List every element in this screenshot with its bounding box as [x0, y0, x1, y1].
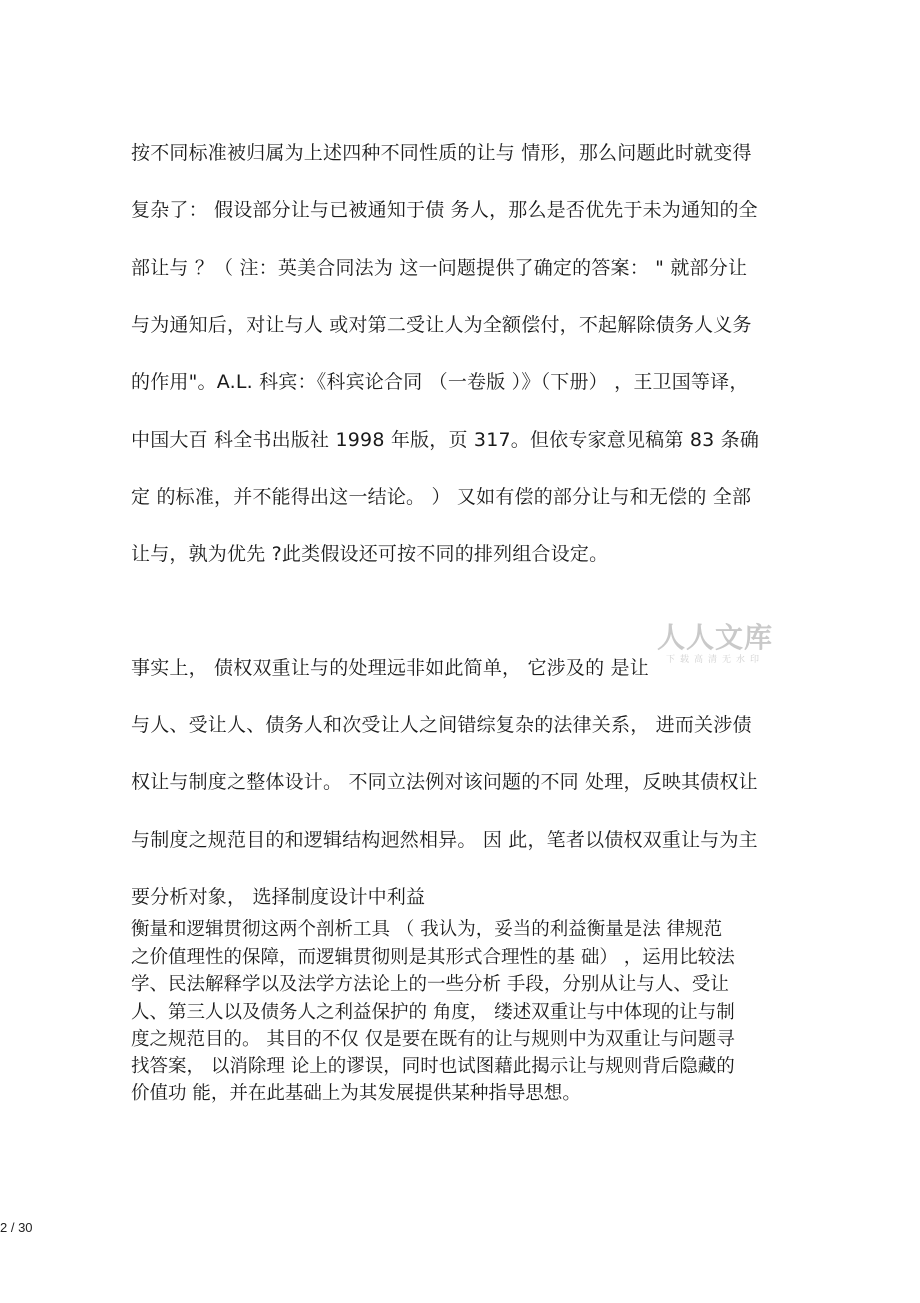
- watermark-logo: [650, 622, 780, 666]
- text-line: 部让与 ？（ 注：英美合同法为 这一问题提供了确定的答案： " 就部分让: [131, 257, 748, 279]
- text-line: 学、民法解释学以及法学方法论上的一些分析 手段，分别从让与人、受让: [131, 974, 729, 995]
- text-line: 与为通知后，对让与人 或对第二受让人为全额偿付，不起解除债务人义务: [131, 314, 752, 336]
- text-line: 事实上， 债权双重让与的处理远非如此简单， 它涉及的 是让: [131, 657, 649, 679]
- text-line: 找答案， 以消除理 论上的谬误，同时也试图藉此揭示让与规则背后隐藏的: [131, 1056, 735, 1077]
- text-line: 中国大百 科全书出版社 1998 年版，页 317。但依专家意见稿第 83 条确: [131, 429, 760, 451]
- text-line: 要分析对象， 选择制度设计中利益: [131, 886, 426, 908]
- watermark-subtitle: 下载高清无水印: [665, 655, 764, 665]
- text-line: 价值功 能，并在此基础上为其发展提供某种指导思想。: [131, 1083, 581, 1104]
- text-line: 权让与制度之整体设计。 不同立法例对该问题的不同 处理，反映其债权让: [131, 771, 758, 793]
- page-number: 2 / 30: [0, 1220, 33, 1235]
- text-line: 衡量和逻辑贯彻这两个剖析工具 （ 我认为，妥当的利益衡量是法 律规范: [131, 919, 723, 940]
- text-line: 之价值理性的保障，而逻辑贯彻则是其形式合理性的基 础） ，运用比较法: [131, 947, 735, 968]
- text-line: 与人、受让人、债务人和次受让人之间错综复杂的法律关系， 进而关涉债: [131, 714, 752, 736]
- text-line: 复杂了： 假设部分让与已被通知于债 务人，那么是否优先于未为通知的全: [131, 199, 758, 221]
- text-line: 定 的标准，并不能得出这一结论。 ） 又如有偿的部分让与和无偿的 全部: [131, 486, 752, 508]
- watermark-title: 人人文库: [656, 621, 773, 654]
- text-line: 让与，孰为优先 ?此类假设还可按不同的排列组合设定。: [131, 543, 609, 565]
- text-line: 按不同标准被归属为上述四种不同性质的让与 情形，那么问题此时就变得: [131, 142, 752, 164]
- text-line: 的作用"。A.L. 科宾：《科宾论合同 （一卷版 ）》（下册） ，王卫国等译，: [131, 371, 749, 393]
- text-line: 人、第三人以及债务人之利益保护的 角度， 缕述双重让与中体现的让与制: [131, 1002, 735, 1023]
- text-line: 度之规范目的。 其目的不仅 仅是要在既有的让与规则中为双重让与问题寻: [131, 1029, 735, 1050]
- text-line: 与制度之规范目的和逻辑结构迥然相异。 因 此，笔者以债权双重让与为主: [131, 829, 758, 851]
